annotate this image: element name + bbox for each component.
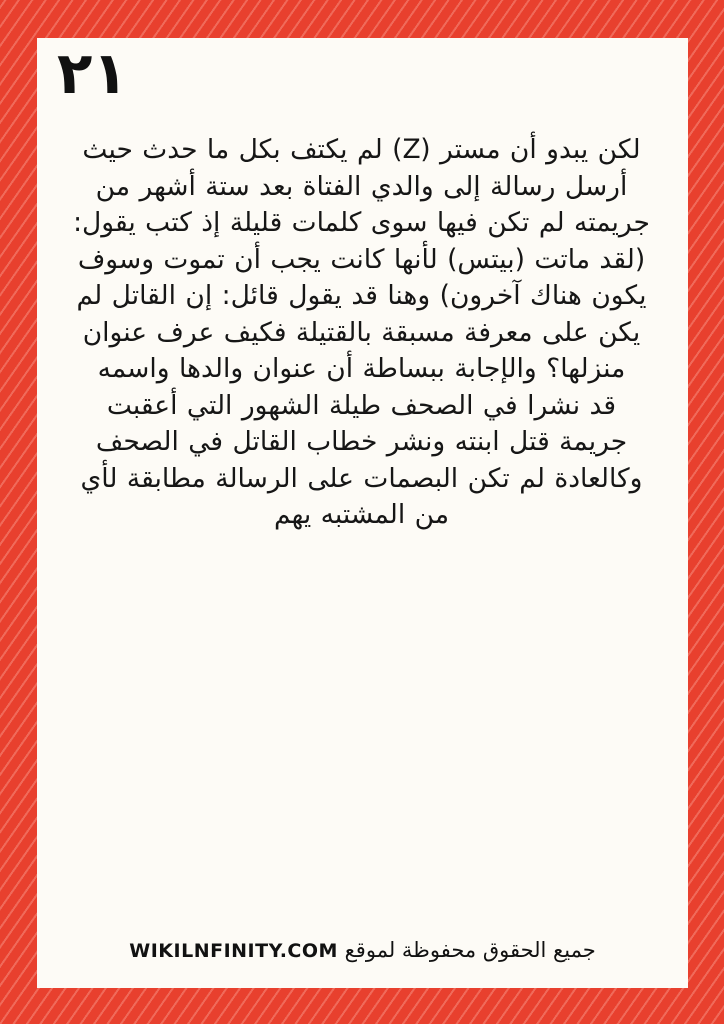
site-name: WIKILNFINITY.COM [129, 940, 338, 962]
text-line: (لقد ماتت (بيتس) لأنها كانت يجب أن تموت وسوف [77, 243, 646, 275]
rights-text: جميع الحقوق محفوظة لموقع [344, 938, 596, 962]
text-line: جريمة قتل ابنته ونشر خطاب القاتل في الصحف [95, 426, 628, 457]
text-line: منزلها؟ والإجابة ببساطة أن عنوان والدها واسمه [97, 353, 626, 384]
text-line: من المشتبه يهم [273, 499, 450, 530]
text-line: يكن على معرفة مسبقة بالقتيلة فكيف عرف عنوان [82, 316, 641, 348]
text-line: أرسل رسالة إلى والدي الفتاة بعد ستة أشهر من [95, 170, 628, 202]
page-number: ٢١ [57, 39, 128, 107]
text-line: قد نشرا في الصحف طيلة الشهور التي أعقبت [106, 389, 617, 421]
text-line: يكون هناك آخرون) وهنا قد يقول قائل: إن القاتل لم [76, 280, 647, 311]
page-card [37, 38, 688, 988]
text-line: لكن يبدو أن مستر (Z) لم يكتف بكل ما حدث حيث [82, 134, 641, 165]
body-text [37, 132, 688, 534]
text-line: وكالعادة لم تكن البصمات على الرسالة مطابقة لأي [80, 462, 643, 494]
text-line: جريمته لم تكن فيها سوى كلمات قليلة إذ كتب يقول: [73, 207, 650, 238]
copyright-footer [37, 938, 688, 962]
